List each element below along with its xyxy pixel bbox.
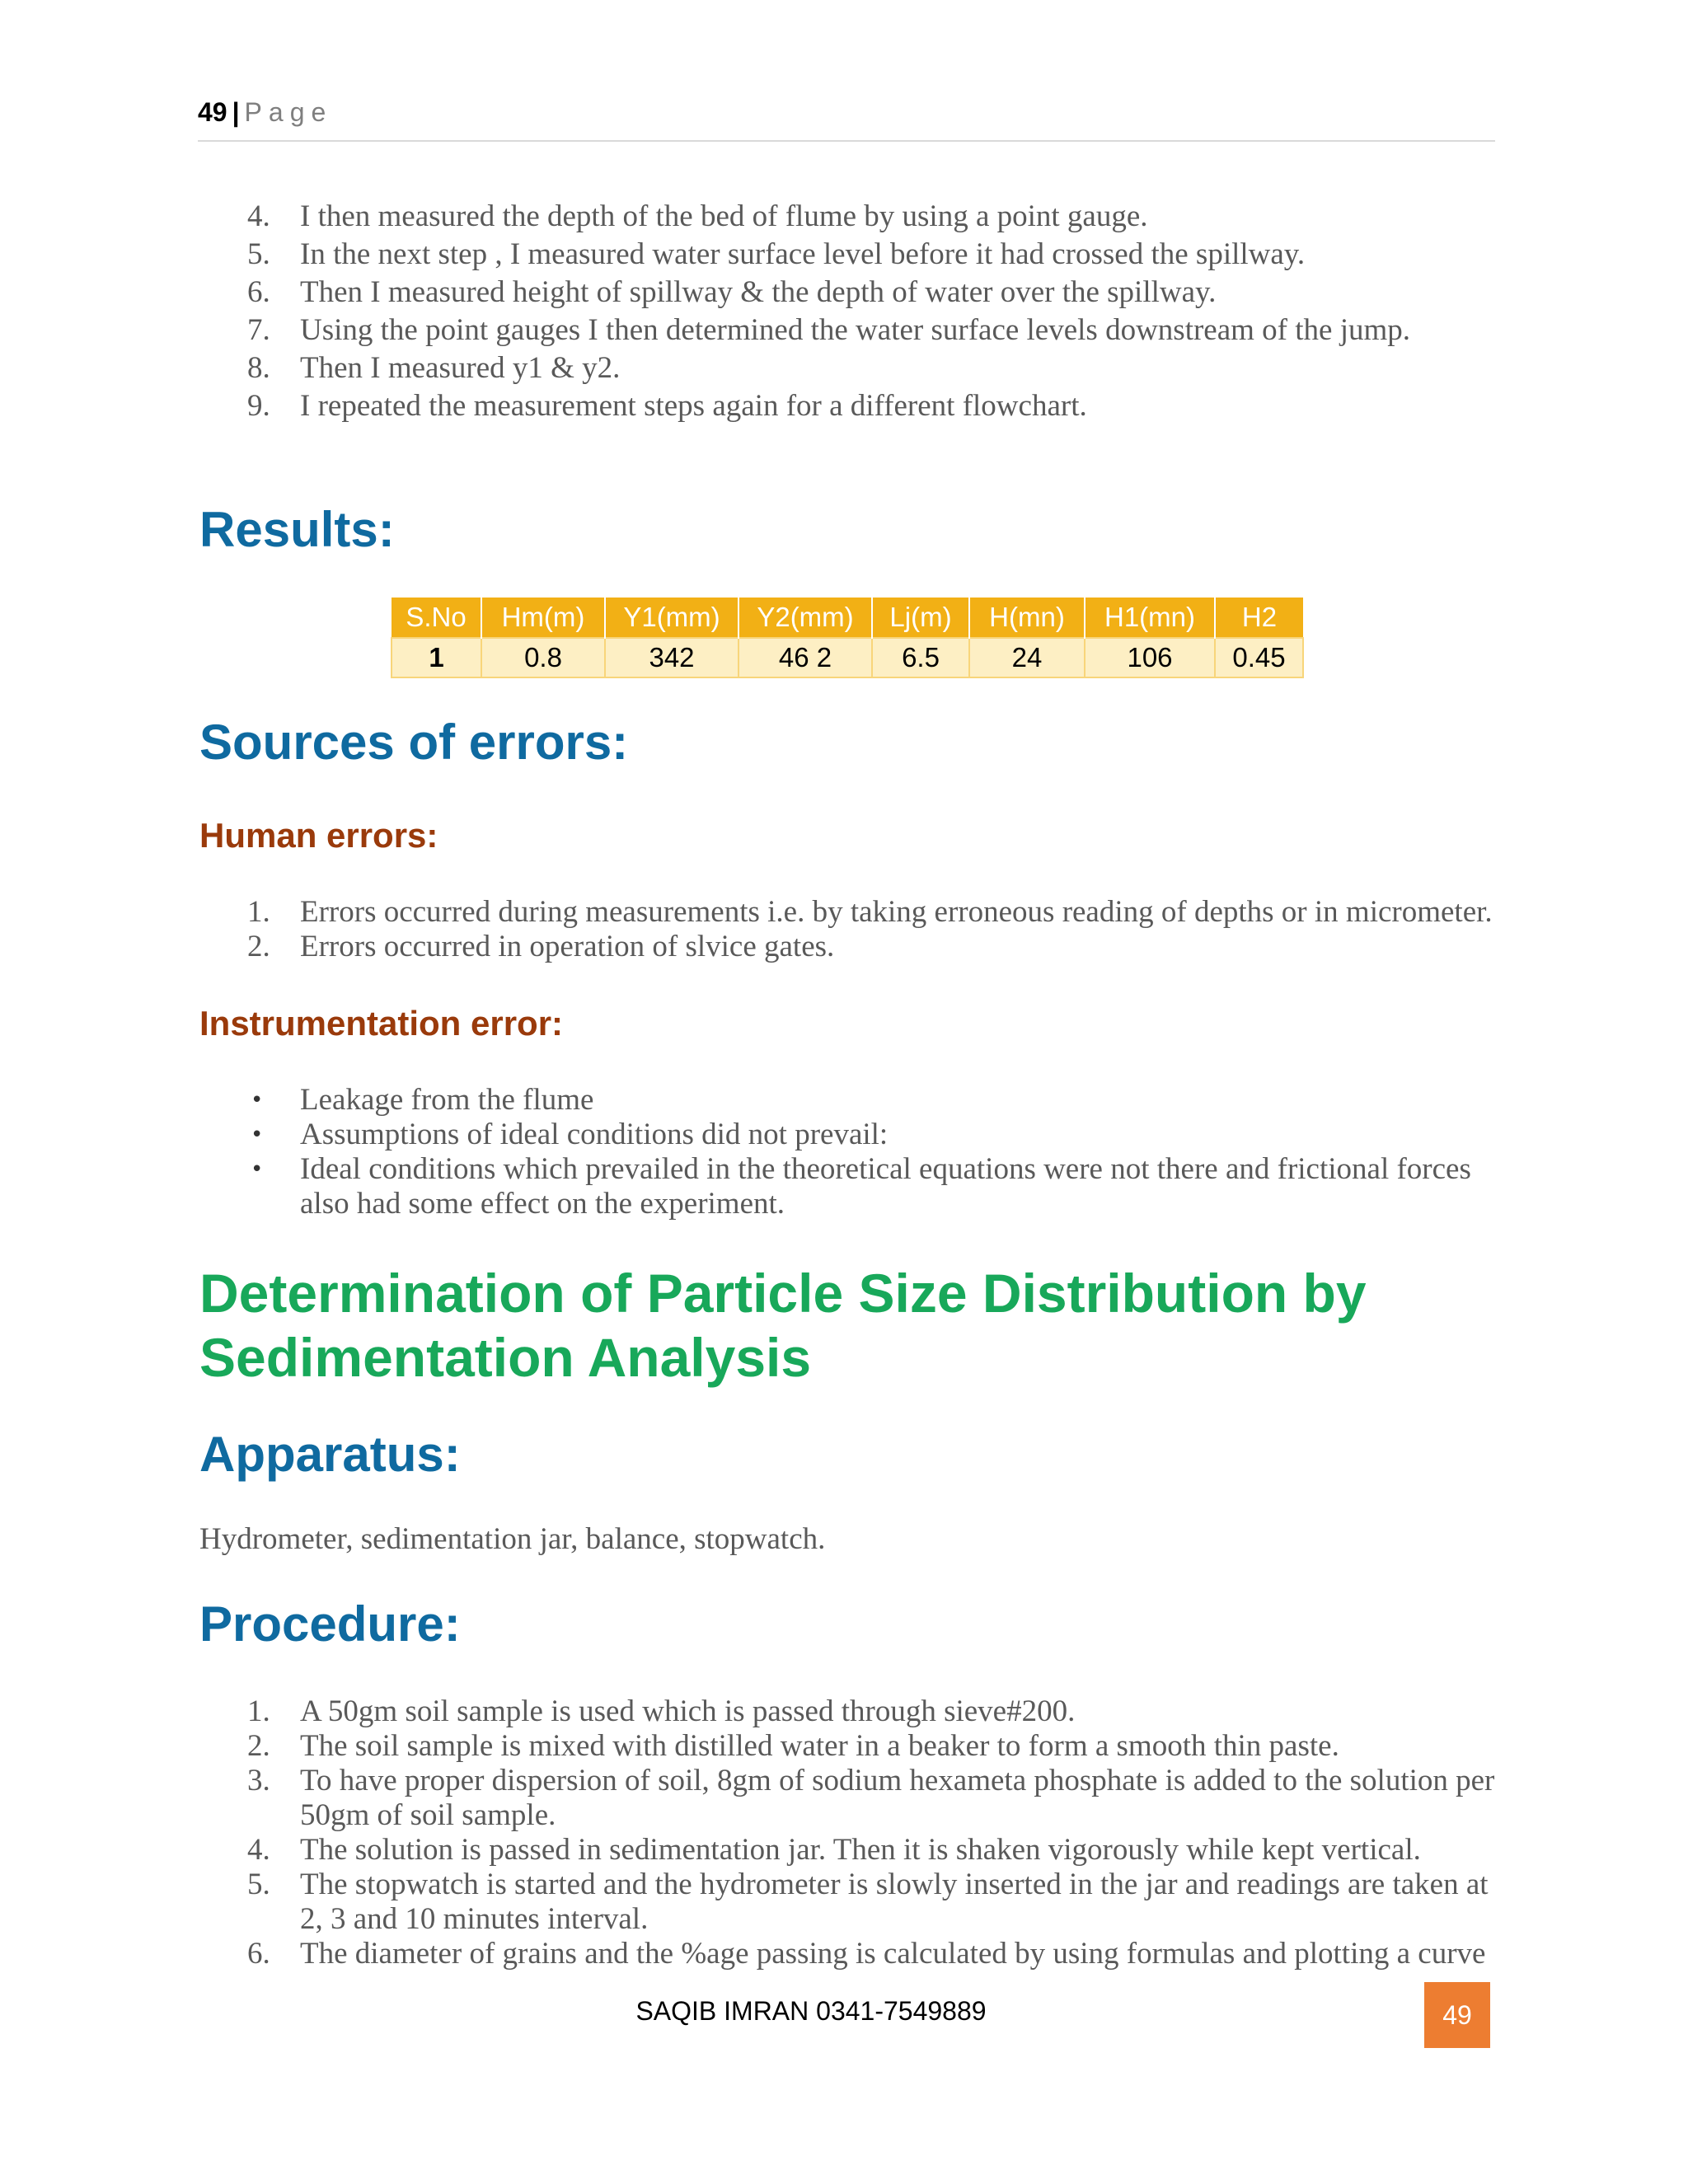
list-text: The soil sample is mixed with distilled water in a beaker to form a smooth thin paste. (300, 1729, 1339, 1763)
list-text: Then I measured height of spillway & the depth of water over the spillway. (300, 275, 1217, 309)
list-item (201, 930, 1503, 964)
table-cell: 0.8 (481, 638, 605, 677)
procedure-heading: Procedure: (199, 1596, 461, 1652)
bullet-icon: • (251, 1122, 264, 1147)
list-text: Errors occurred in operation of slvice gates. (300, 930, 835, 963)
list-item (201, 1729, 1503, 1764)
list-text: A 50gm soil sample is used which is passed through sieve#200. (300, 1694, 1076, 1728)
table-row (392, 638, 1303, 677)
list-text: To have proper dispersion of soil, 8gm of sodium hexameta phosphate is added to the solution per 50gm of soil sample. (300, 1764, 1495, 1832)
list-text: Ideal conditions which prevailed in the theoretical equations were not there and frictional forces also had some effect on the experiment. (300, 1152, 1471, 1221)
apparatus-text: Hydrometer, sedimentation jar, balance, stopwatch. (199, 1522, 826, 1556)
list-text: Assumptions of ideal conditions did not prevail: (300, 1118, 889, 1151)
table-header-cell: Hm(m) (481, 598, 605, 638)
list-number: 5. (247, 1868, 270, 1901)
header-page-number: 49 (198, 97, 227, 127)
list-number: 2. (247, 1729, 270, 1763)
list-item (201, 387, 1495, 425)
list-item (201, 1083, 1495, 1118)
instrumentation-error-heading: Instrumentation error: (199, 1004, 564, 1043)
list-item (201, 1694, 1503, 1729)
list-item (201, 1118, 1495, 1152)
list-number: 6. (247, 275, 270, 309)
list-item (201, 1764, 1503, 1833)
list-number: 5. (247, 237, 270, 271)
errors-heading: Sources of errors: (199, 715, 629, 770)
table-header-cell: H2 (1215, 598, 1303, 638)
instrumentation-error-list (201, 1083, 1495, 1221)
list-item (201, 1937, 1503, 1971)
list-item (201, 1152, 1495, 1221)
list-item (201, 312, 1503, 349)
table-header-cell: H1(mn) (1085, 598, 1215, 638)
table-cell: 46 2 (738, 638, 872, 677)
table-cell: 1 (392, 638, 481, 677)
footer-page-number: 49 (1424, 1982, 1490, 2048)
table-cell: 24 (969, 638, 1085, 677)
procedure-list (201, 1694, 1503, 1971)
list-text: I repeated the measurement steps again for a different flowchart. (300, 389, 1087, 423)
list-item (201, 1868, 1503, 1937)
table-header-cell: Lj(m) (872, 598, 969, 638)
footer-author: SAQIB IMRAN 0341-7549889 (635, 1996, 987, 2026)
bullet-icon: • (251, 1157, 264, 1182)
results-table (391, 598, 1304, 678)
apparatus-heading: Apparatus: (199, 1427, 461, 1482)
table-cell: 6.5 (872, 638, 969, 677)
list-text: Using the point gauges I then determined the water surface levels downstream of the jump. (300, 313, 1411, 347)
list-number: 4. (247, 199, 270, 233)
list-item (201, 895, 1503, 930)
list-number: 8. (247, 351, 270, 385)
list-item (201, 274, 1495, 312)
header-separator: | (232, 97, 240, 127)
list-number: 4. (247, 1833, 270, 1867)
table-header-cell: Y2(mm) (738, 598, 872, 638)
list-number: 2. (247, 930, 270, 963)
list-number: 7. (247, 313, 270, 347)
list-text: The solution is passed in sedimentation jar. Then it is shaken vigorously while kept vertical. (300, 1833, 1421, 1867)
list-number: 3. (247, 1764, 270, 1797)
list-text: The diameter of grains and the %age passing is calculated by using formulas and plotting a curve (300, 1937, 1486, 1971)
human-errors-list (201, 895, 1503, 964)
list-text: Errors occurred during measurements i.e. by taking erroneous reading of depths or in micrometer. (300, 895, 1493, 929)
list-item (201, 236, 1495, 274)
list-number: 1. (247, 1694, 270, 1728)
table-cell: 0.45 (1215, 638, 1303, 677)
page-header (198, 97, 1495, 142)
table-header-row (392, 598, 1303, 638)
top-steps-list (201, 198, 1495, 425)
list-text: Leakage from the flume (300, 1083, 594, 1117)
list-text: Then I measured y1 & y2. (300, 351, 621, 385)
list-item (201, 198, 1495, 236)
experiment-title: Determination of Particle Size Distribution by Sedimentation Analysis (199, 1263, 1367, 1388)
list-number: 1. (247, 895, 270, 929)
human-errors-heading: Human errors: (199, 816, 438, 855)
results-heading: Results: (199, 502, 395, 557)
list-item (201, 1833, 1503, 1868)
bullet-icon: • (251, 1088, 264, 1113)
table-cell: 106 (1085, 638, 1215, 677)
table-header-cell: H(mn) (969, 598, 1085, 638)
list-text: The stopwatch is started and the hydrometer is slowly inserted in the jar and readings are taken at 2, 3 and 10 minutes interval. (300, 1868, 1489, 1936)
list-text: In the next step , I measured water surface level before it had crossed the spillway. (300, 237, 1306, 271)
list-number: 6. (247, 1937, 270, 1971)
table-header-cell: Y1(mm) (605, 598, 738, 638)
list-number: 9. (247, 389, 270, 423)
header-page-word: Page (244, 97, 333, 127)
table-header-cell: S.No (392, 598, 481, 638)
table-cell: 342 (605, 638, 738, 677)
list-item (201, 349, 1495, 387)
list-text: I then measured the depth of the bed of flume by using a point gauge. (300, 199, 1148, 233)
